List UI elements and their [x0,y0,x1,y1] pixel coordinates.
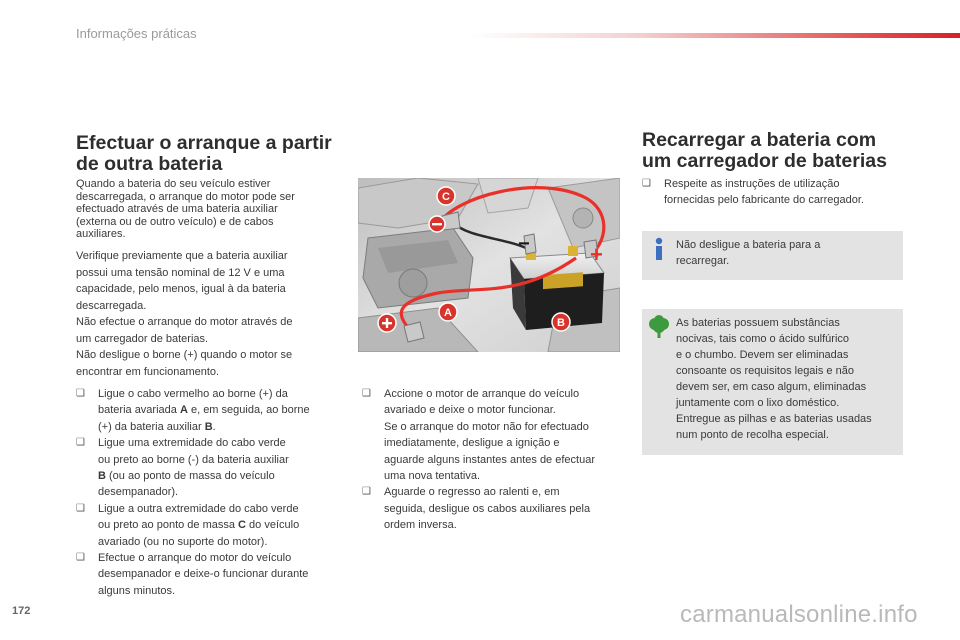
step-line [98,517,346,533]
intro-line: efectuado através de uma bateria auxiliar [76,203,278,215]
section-title: Informações práticas [76,26,197,41]
eco-line: As baterias possuem substâncias [676,317,840,329]
eco-line: Entregue as pilhas e as baterias usadas [676,413,872,425]
step-label-bold: B [204,420,213,433]
left-title-line: Efectuar o arranque a partir [76,132,332,154]
step-line [98,550,346,566]
step-text: desempanador e deixe-o funcionar durante [98,568,309,581]
jump-start-illustration [358,178,620,352]
watermark: carmanualsonline.info [680,601,918,628]
step-line [384,402,624,418]
left-title [76,133,332,175]
badge-b [552,313,570,331]
step-text: uma nova tentativa. [384,470,481,483]
start-engine-steps-list [362,386,624,534]
jump-start-diagram [358,178,620,352]
step-text: Ligue o cabo vermelho ao borne (+) da [98,388,288,400]
step-line [98,435,346,451]
step-text: ordem inversa. [384,519,457,532]
environment-note-text [676,315,872,443]
label-c: C [442,191,450,203]
right-title-line: Recarregar a bateria com [642,129,877,151]
step-item [76,386,346,435]
voltage-check-paragraph [76,248,292,380]
intro-line: Quando a bateria do seu veículo estiver [76,178,271,190]
step-text: aguarde alguns instantes antes de efectuar [384,453,595,466]
step-line [98,452,346,468]
step-text: e, em seguida, ao borne [187,404,310,417]
intro-paragraph [76,178,295,241]
step-text: desempanador). [98,486,179,499]
step-line [384,501,624,517]
check-line: Não desligue o borne (+) quando o motor se [76,349,293,361]
step-line [384,468,624,484]
label-b: B [557,317,565,329]
checkbox-bullet-icon: ❑ [642,178,651,189]
step-text: Se o arranque do motor não for efectuado [384,420,589,433]
tree-icon [647,315,671,339]
step-line [98,534,346,550]
step-text: (ou ao ponto de massa do veículo [105,470,275,483]
check-line: Verifique previamente que a bateria auxiliar [76,250,288,262]
step-line [98,583,346,599]
step-line [384,517,624,533]
step-text: alguns minutos. [98,584,176,597]
step-line [98,402,346,418]
step-text: bateria avariada [98,404,180,417]
step-item [642,176,904,209]
step-line [664,176,904,192]
step-text: seguida, desligue os cabos auxiliares pela [384,502,591,515]
eco-line: consoante os requisitos legais e não [676,365,854,377]
label-a: A [444,307,452,319]
badge-a [439,303,457,321]
charger-steps-list [642,176,904,209]
step-text: do veículo [246,519,300,532]
header-accent-bar [470,33,960,38]
jump-start-steps-list [76,386,346,599]
step-text: Ligue uma extremidade do cabo verde [98,437,286,450]
step-line [98,468,346,484]
checkbox-bullet-icon: ❑ [76,552,85,564]
step-item [76,501,346,550]
step-text: avariado (ou no suporte do motor). [98,535,268,548]
page-number: 172 [12,605,31,617]
eco-line: devem ser, em caso algum, eliminadas [676,381,867,393]
checkbox-bullet-icon: ❑ [76,502,85,514]
eco-line: juntamente com o lixo doméstico. [676,397,840,409]
step-text: Aguarde o regresso ao ralenti e, em [384,486,560,499]
check-line: um carregador de baterias. [76,332,209,345]
step-text: ou preto ao ponto de massa [98,519,239,532]
step-line [664,192,904,208]
minus-sign: − [518,233,530,255]
step-line [98,484,346,500]
check-line: encontrar em funcionamento. [76,365,220,378]
environment-note-box [642,309,903,455]
step-line [98,566,346,582]
info-line: recarregar. [676,255,730,267]
step-label-bold: A [179,404,188,417]
step-item [362,386,624,484]
step-text: ou preto ao borne (-) da bateria auxiliar [98,453,289,466]
step-line [98,419,346,435]
step-item [76,435,346,501]
checkbox-bullet-icon: ❑ [362,388,371,399]
eco-line: e o chumbo. Devem ser eliminadas [676,349,849,361]
step-label-bold: C [238,519,246,532]
info-note-text [676,237,820,269]
checkbox-bullet-icon: ❑ [76,388,85,399]
check-line: descarregada. [76,299,147,312]
step-text: fornecidas pelo fabricante do carregador. [664,194,864,207]
check-line: capacidade, pelo menos, igual à da bateria [76,283,286,295]
step-label-bold: B [98,470,106,483]
step-text: imediatamente, desligue a ignição e [384,437,560,450]
intro-line: auxiliares. [76,228,126,240]
checkbox-bullet-icon: ❑ [76,437,85,449]
step-line [384,386,624,402]
intro-line: (externa ou de outro veículo) e de cabos [76,215,274,228]
step-item [362,484,624,533]
step-item [76,550,346,599]
eco-line: num ponto de recolha especial. [676,429,829,441]
step-line [384,419,624,435]
step-line [98,386,346,402]
step-line [98,501,346,517]
eco-line: nocivas, tais como o ácido sulfúrico [676,333,850,345]
check-line: possui uma tensão nominal de 12 V e uma [76,266,285,279]
plus-sign: + [590,242,603,267]
step-line [384,452,624,468]
minus-badge [429,216,445,232]
step-line [384,484,624,500]
info-icon [652,237,666,261]
left-title-line: de outra bateria [76,153,223,175]
step-text: (+) da bateria auxiliar [98,420,205,433]
step-text: Accione o motor de arranque do veículo [384,388,580,400]
right-title [642,130,887,172]
step-text: Ligue a outra extremidade do cabo verde [98,502,299,515]
badge-c [437,187,455,205]
step-text: avariado e deixe o motor funcionar. [384,404,556,417]
step-text: Efectue o arranque do motor do veículo [98,552,292,565]
info-note-box [642,231,903,280]
check-line: Não efectue o arranque do motor através de [76,316,293,328]
plus-badge [378,314,396,332]
step-text: . [212,420,216,433]
step-text: Respeite as instruções de utilização [664,178,840,190]
right-title-line: um carregador de baterias [642,150,887,172]
intro-line: descarregada, o arranque do motor pode ser [76,190,295,203]
info-line: Não desligue a bateria para a [676,239,821,251]
checkbox-bullet-icon: ❑ [362,486,371,498]
step-line [384,435,624,451]
